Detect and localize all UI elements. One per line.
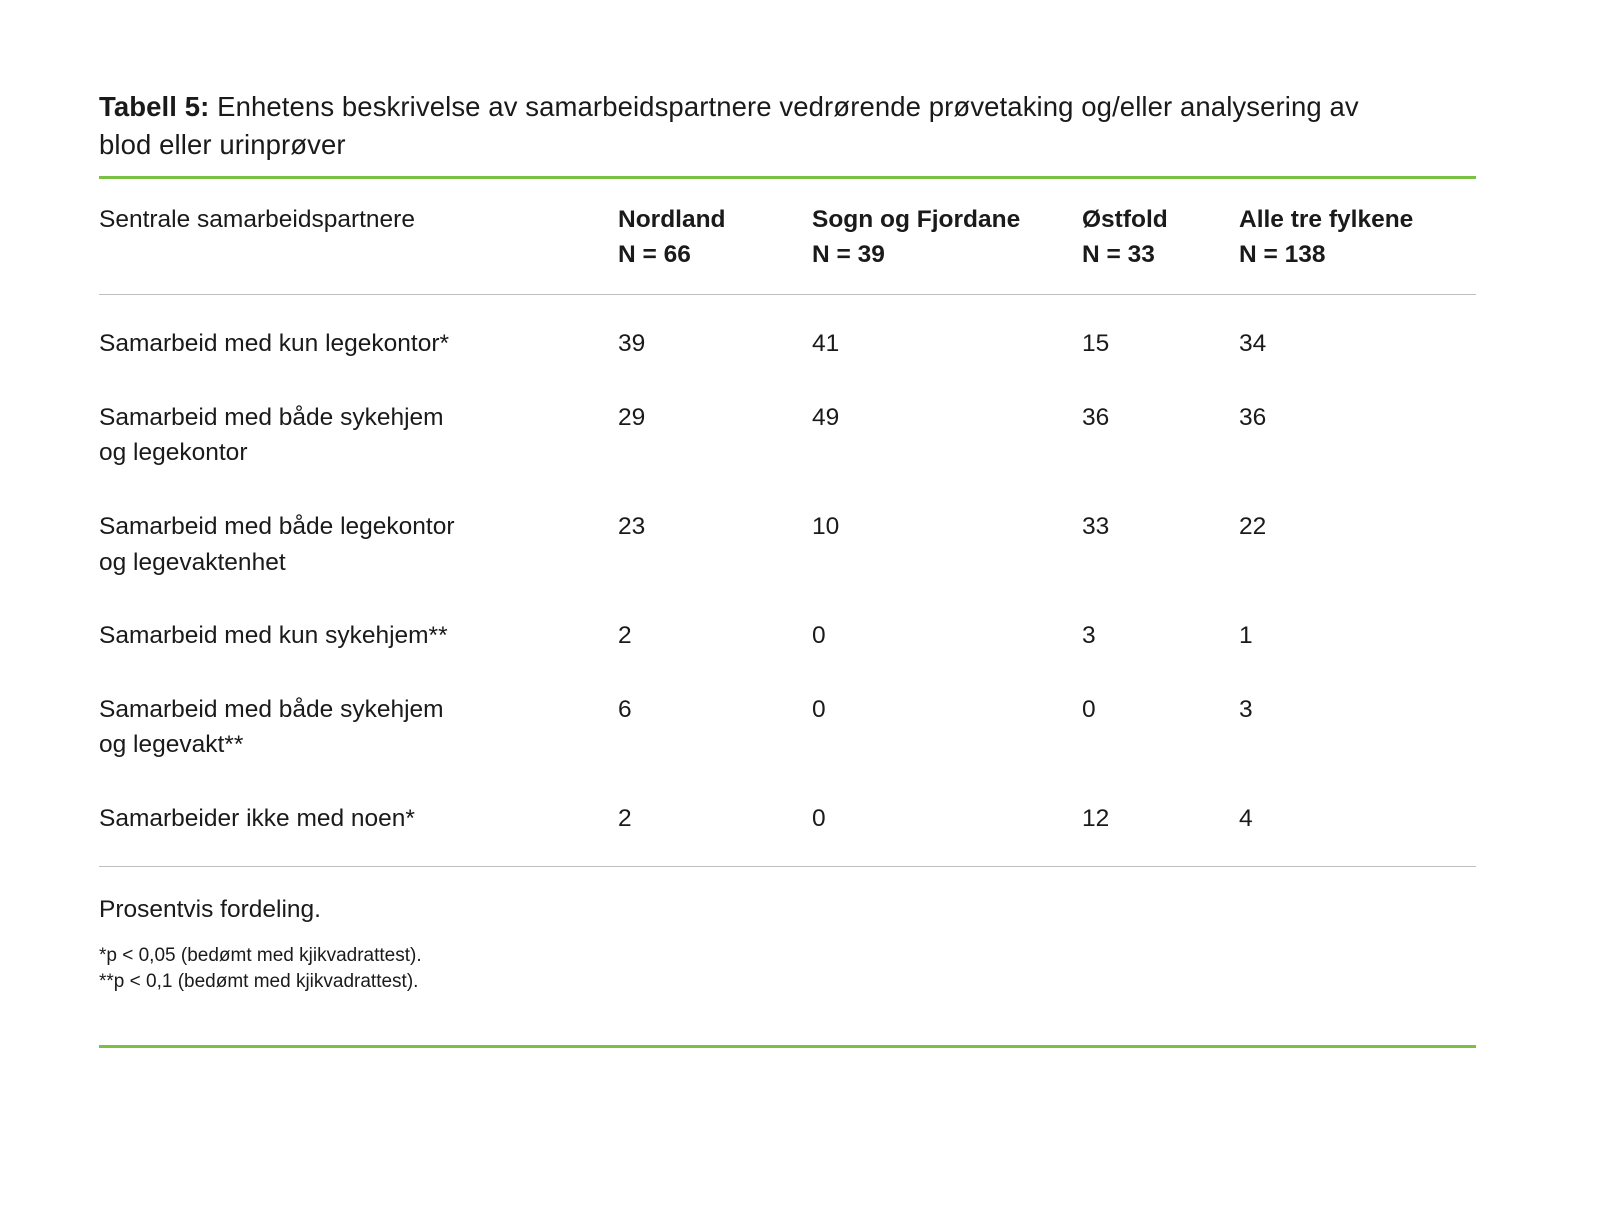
column-header-sogn-og-fjordane bbox=[812, 179, 1082, 295]
cell-nordland: 39 bbox=[618, 330, 646, 358]
cell-ostfold: 36 bbox=[1082, 403, 1110, 431]
column-header-alle-tre-fylkene-line2: N = 138 bbox=[1239, 240, 1326, 268]
row-label-line1: Samarbeid med kun legekontor* bbox=[99, 330, 450, 358]
table-figure bbox=[99, 88, 1476, 1048]
column-header-ostfold-line1: Østfold bbox=[1082, 205, 1168, 233]
column-header-alle-tre-fylkene-line1: Alle tre fylkene bbox=[1239, 205, 1414, 233]
cell-ostfold: 15 bbox=[1082, 330, 1110, 358]
row-label bbox=[99, 673, 618, 782]
row-label bbox=[99, 381, 618, 490]
table-row bbox=[99, 295, 1476, 381]
row-label-line1: Samarbeid med både sykehjem bbox=[99, 695, 444, 723]
cell-alle-tre-fylkene: 34 bbox=[1239, 330, 1267, 358]
table-row bbox=[99, 673, 1476, 782]
column-header-ostfold bbox=[1082, 179, 1239, 295]
column-header-nordland-line2: N = 66 bbox=[618, 240, 691, 268]
table-row bbox=[99, 490, 1476, 599]
cell-nordland: 23 bbox=[618, 512, 646, 540]
cell-ostfold: 12 bbox=[1082, 804, 1110, 832]
row-label bbox=[99, 782, 618, 867]
cell-ostfold: 0 bbox=[1082, 695, 1096, 723]
data-table bbox=[99, 179, 1476, 295]
column-header-nordland bbox=[618, 179, 812, 295]
footnote-2: **p < 0,1 (bedømt med kjikvadrattest). bbox=[99, 971, 419, 993]
cell-alle-tre-fylkene: 3 bbox=[1239, 695, 1253, 723]
note-main: Prosentvis fordeling. bbox=[99, 896, 321, 924]
row-label-line2: og legevakt** bbox=[99, 731, 244, 759]
table-body bbox=[99, 295, 1476, 866]
column-header-partners-line1: Sentrale samarbeidspartnere bbox=[99, 205, 415, 233]
data-table-body bbox=[99, 295, 1476, 866]
column-header-sogn-og-fjordane-line2: N = 39 bbox=[812, 240, 885, 268]
cell-alle-tre-fylkene: 22 bbox=[1239, 512, 1267, 540]
table-header-row bbox=[99, 179, 1476, 295]
row-label-line2: og legevaktenhet bbox=[99, 548, 286, 576]
table-row bbox=[99, 782, 1476, 867]
cell-alle-tre-fylkene: 1 bbox=[1239, 622, 1253, 650]
cell-nordland: 6 bbox=[618, 695, 632, 723]
column-header-sogn-og-fjordane-line1: Sogn og Fjordane bbox=[812, 205, 1021, 233]
row-label-line1: Samarbeid med kun sykehjem** bbox=[99, 622, 448, 650]
cell-sogn-og-fjordane: 0 bbox=[812, 695, 826, 723]
column-header-alle-tre-fylkene bbox=[1239, 179, 1476, 295]
table-notes bbox=[99, 867, 1476, 995]
row-label-line1: Samarbeid med både legekontor bbox=[99, 512, 455, 540]
cell-alle-tre-fylkene: 36 bbox=[1239, 403, 1267, 431]
row-label bbox=[99, 599, 618, 673]
cell-alle-tre-fylkene: 4 bbox=[1239, 804, 1253, 832]
cell-nordland: 2 bbox=[618, 622, 632, 650]
table-row bbox=[99, 599, 1476, 673]
footnote-1: *p < 0,05 (bedømt med kjikvadrattest). bbox=[99, 945, 422, 967]
row-label-line1: Samarbeid med både sykehjem bbox=[99, 403, 444, 431]
row-label-line2: og legekontor bbox=[99, 439, 248, 467]
column-header-nordland-line1: Nordland bbox=[618, 205, 726, 233]
cell-sogn-og-fjordane: 0 bbox=[812, 622, 826, 650]
cell-ostfold: 3 bbox=[1082, 622, 1096, 650]
figure-bottom-rule bbox=[99, 1045, 1476, 1048]
cell-nordland: 2 bbox=[618, 804, 632, 832]
table-caption-label: Tabell 5: bbox=[99, 91, 210, 122]
table-row bbox=[99, 381, 1476, 490]
row-label bbox=[99, 490, 618, 599]
cell-nordland: 29 bbox=[618, 403, 646, 431]
cell-ostfold: 33 bbox=[1082, 512, 1110, 540]
table-header bbox=[99, 179, 1476, 295]
cell-sogn-og-fjordane: 10 bbox=[812, 512, 840, 540]
column-header-partners bbox=[99, 179, 618, 295]
note-footnotes bbox=[99, 943, 1476, 994]
table-caption-text: Enhetens beskrivelse av samarbeidspartnere vedrørende prøvetaking og/eller analysering av blod eller urinprøver bbox=[99, 91, 1359, 160]
table-caption bbox=[99, 88, 1379, 164]
column-header-ostfold-line2: N = 33 bbox=[1082, 240, 1155, 268]
row-label-line1: Samarbeider ikke med noen* bbox=[99, 804, 415, 832]
cell-sogn-og-fjordane: 0 bbox=[812, 804, 826, 832]
cell-sogn-og-fjordane: 41 bbox=[812, 330, 840, 358]
row-label bbox=[99, 295, 618, 381]
cell-sogn-og-fjordane: 49 bbox=[812, 403, 840, 431]
